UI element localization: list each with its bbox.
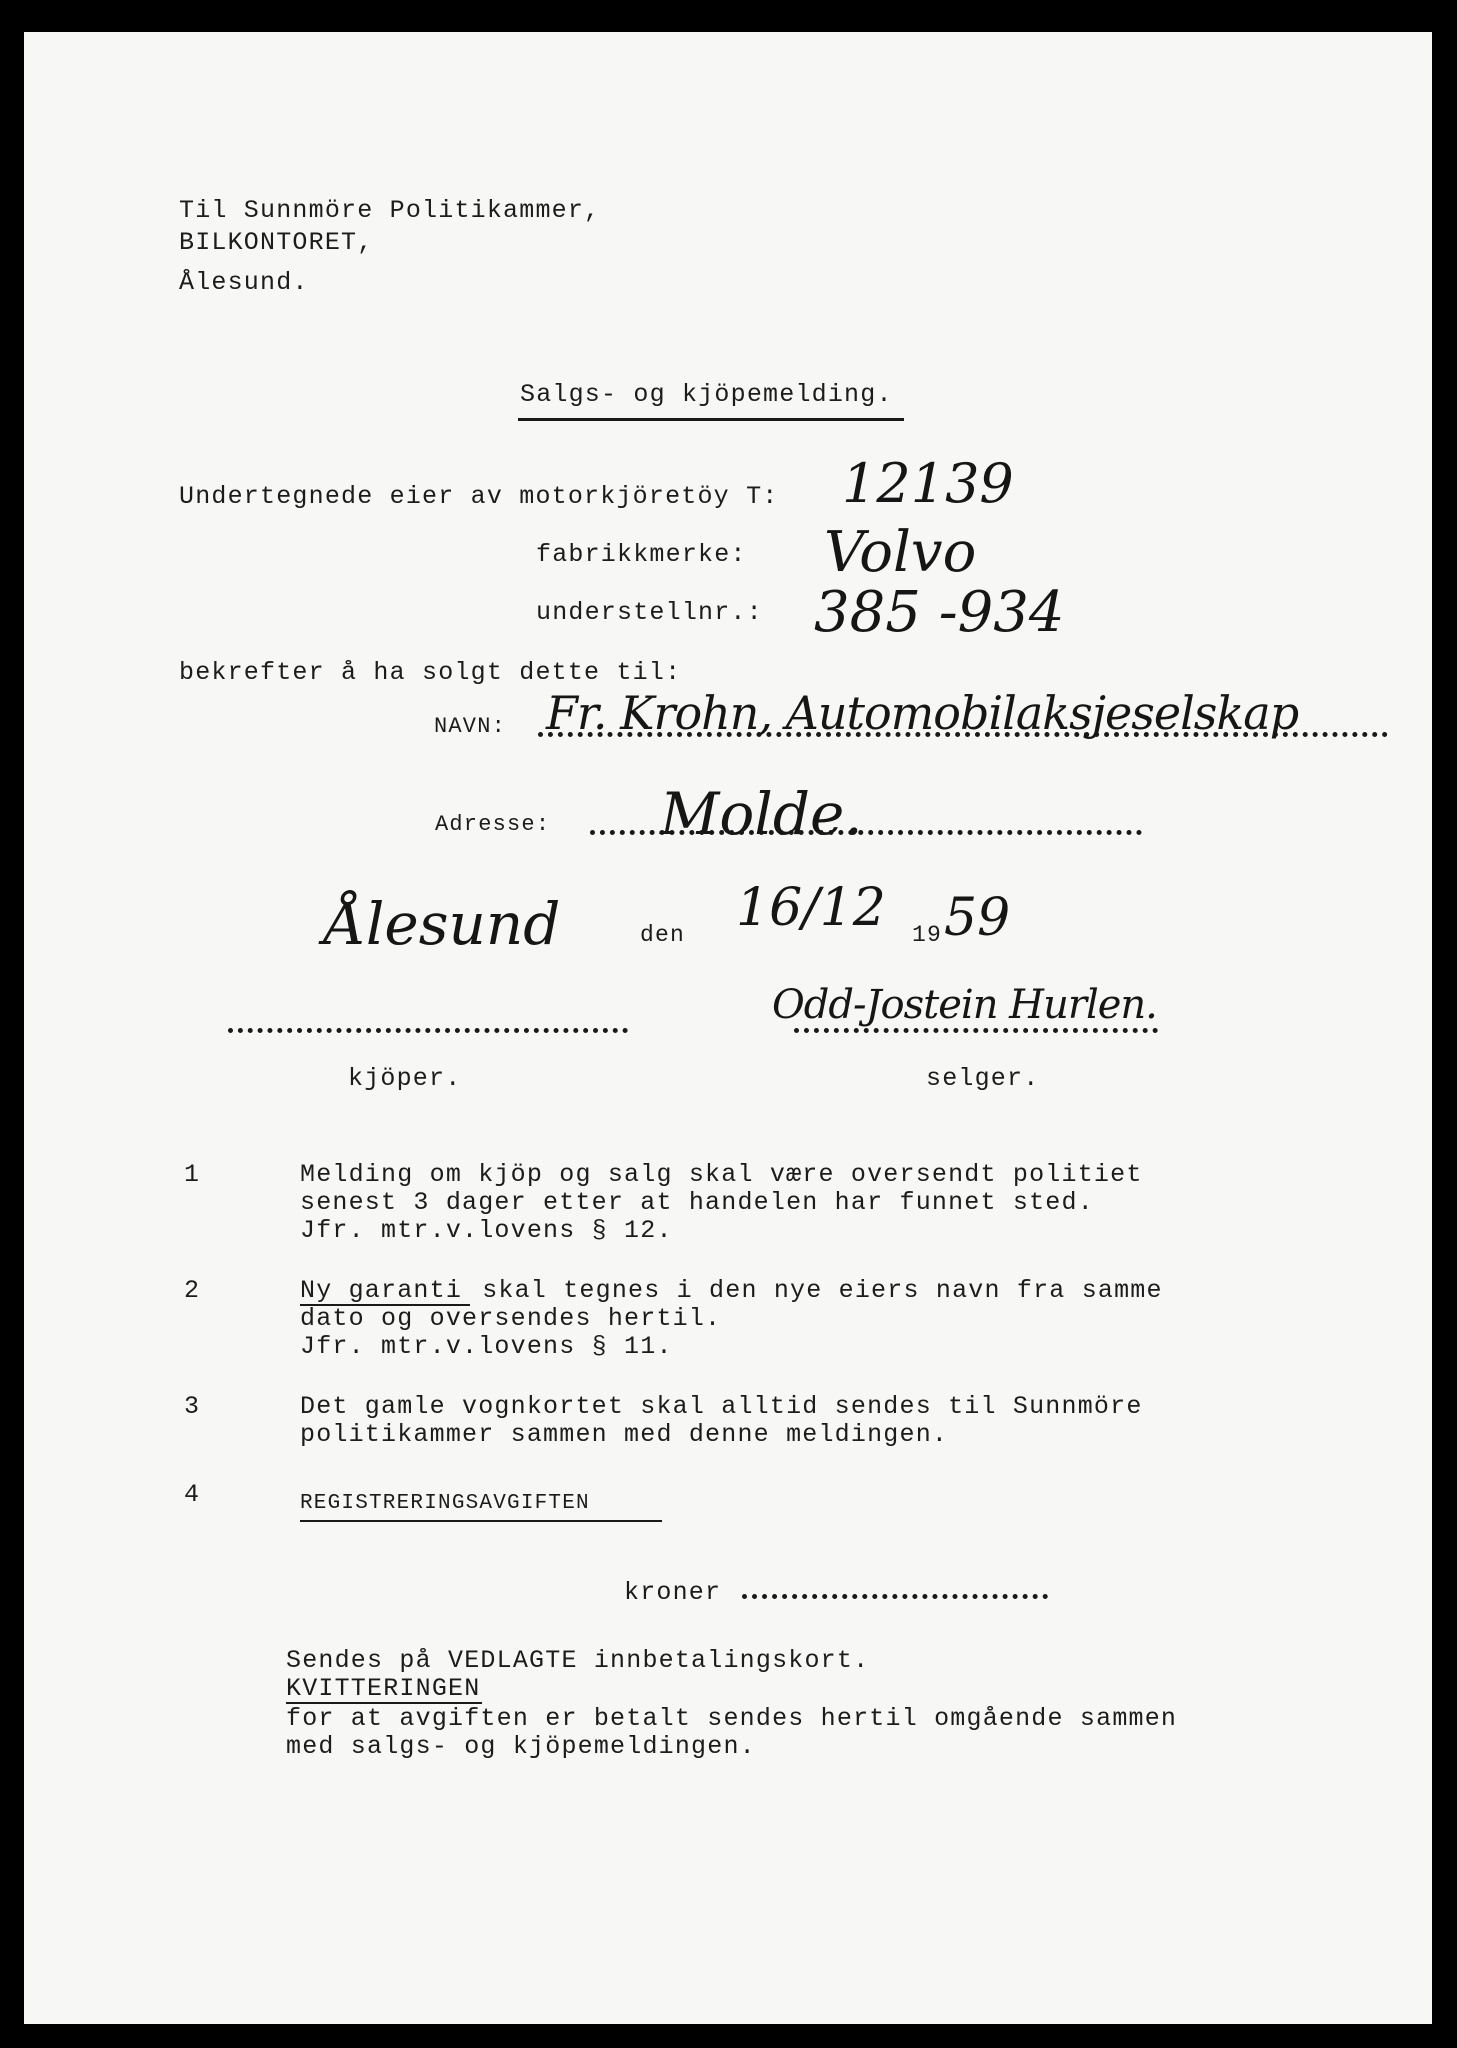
vehicle-make-label: fabrikkmerke: bbox=[536, 540, 747, 569]
note-number: 3 bbox=[184, 1392, 201, 1421]
date-year-suffix: 59 bbox=[944, 888, 1011, 948]
note-underlined-text: Ny garanti bbox=[300, 1276, 463, 1305]
note-line: politikammer sammen med denne meldingen. bbox=[300, 1420, 949, 1449]
page-title: Salgs- og kjöpemelding. bbox=[520, 380, 893, 409]
fee-line-1: Sendes på VEDLAGTE innbetalingskort. bbox=[286, 1646, 870, 1675]
note-number: 1 bbox=[184, 1160, 201, 1189]
fee-line-2: KVITTERINGEN bbox=[286, 1674, 481, 1703]
vehicle-intro-label: Undertegnede eier av motorkjöretöy T: bbox=[179, 482, 779, 511]
fee-heading-underline bbox=[300, 1520, 662, 1522]
fee-line-4: med salgs- og kjöpemeldingen. bbox=[286, 1732, 756, 1761]
note-line: Det gamle vognkortet skal alltid sendes til Sunnmöre bbox=[300, 1392, 1143, 1421]
note-line: senest 3 dager etter at handelen har funnet sted. bbox=[300, 1188, 1094, 1217]
name-label: NAVN: bbox=[434, 714, 507, 739]
buyer-name: Fr. Krohn, Automobilaksjeselskap bbox=[546, 686, 1299, 740]
recipient-line-3: Ålesund. bbox=[179, 268, 309, 297]
note-line: Jfr. mtr.v.lovens § 11. bbox=[300, 1332, 673, 1361]
seller-signature-line bbox=[794, 1028, 1158, 1033]
date-place: Ålesund bbox=[324, 890, 561, 958]
vehicle-reg-no: 12139 bbox=[842, 452, 1014, 515]
date-day-month: 16/12 bbox=[736, 878, 886, 938]
kroner-label: kroner bbox=[624, 1578, 722, 1607]
note-line: dato og oversendes hertil. bbox=[300, 1304, 722, 1333]
seller-label: selger. bbox=[926, 1064, 1040, 1093]
document-page bbox=[24, 32, 1432, 2024]
vehicle-chassis: 385 -934 bbox=[814, 580, 1065, 645]
seller-signature: Odd-Jostein Hurlen. bbox=[772, 982, 1157, 1028]
kroner-dotted-line bbox=[742, 1594, 1048, 1599]
note-line: Jfr. mtr.v.lovens § 12. bbox=[300, 1216, 673, 1245]
buyer-label: kjöper. bbox=[348, 1064, 462, 1093]
title-underline bbox=[518, 418, 904, 421]
note-number: 2 bbox=[184, 1276, 201, 1305]
vehicle-chassis-label: understellnr.: bbox=[536, 598, 763, 627]
note-line: Melding om kjöp og salg skal være oversendt politiet bbox=[300, 1160, 1143, 1189]
sold-to-label: bekrefter å ha solgt dette til: bbox=[179, 658, 682, 687]
note-number: 4 bbox=[184, 1480, 201, 1509]
note-line: skal tegnes i den nye eiers navn fra samme bbox=[466, 1276, 1163, 1305]
buyer-signature-line bbox=[228, 1028, 628, 1033]
recipient-line-2: BILKONTORET, bbox=[179, 228, 374, 257]
fee-line-3: for at avgiften er betalt sendes hertil omgående sammen bbox=[286, 1704, 1178, 1733]
fee-heading: REGISTRERINGSAVGIFTEN bbox=[300, 1492, 590, 1515]
address-label: Adresse: bbox=[435, 812, 551, 837]
date-year-prefix: 19 bbox=[912, 922, 943, 948]
vehicle-make: Volvo bbox=[824, 520, 977, 585]
buyer-address: Molde. bbox=[660, 780, 863, 848]
date-den: den bbox=[640, 922, 686, 948]
recipient-line-1: Til Sunnmöre Politikammer, bbox=[179, 196, 601, 225]
